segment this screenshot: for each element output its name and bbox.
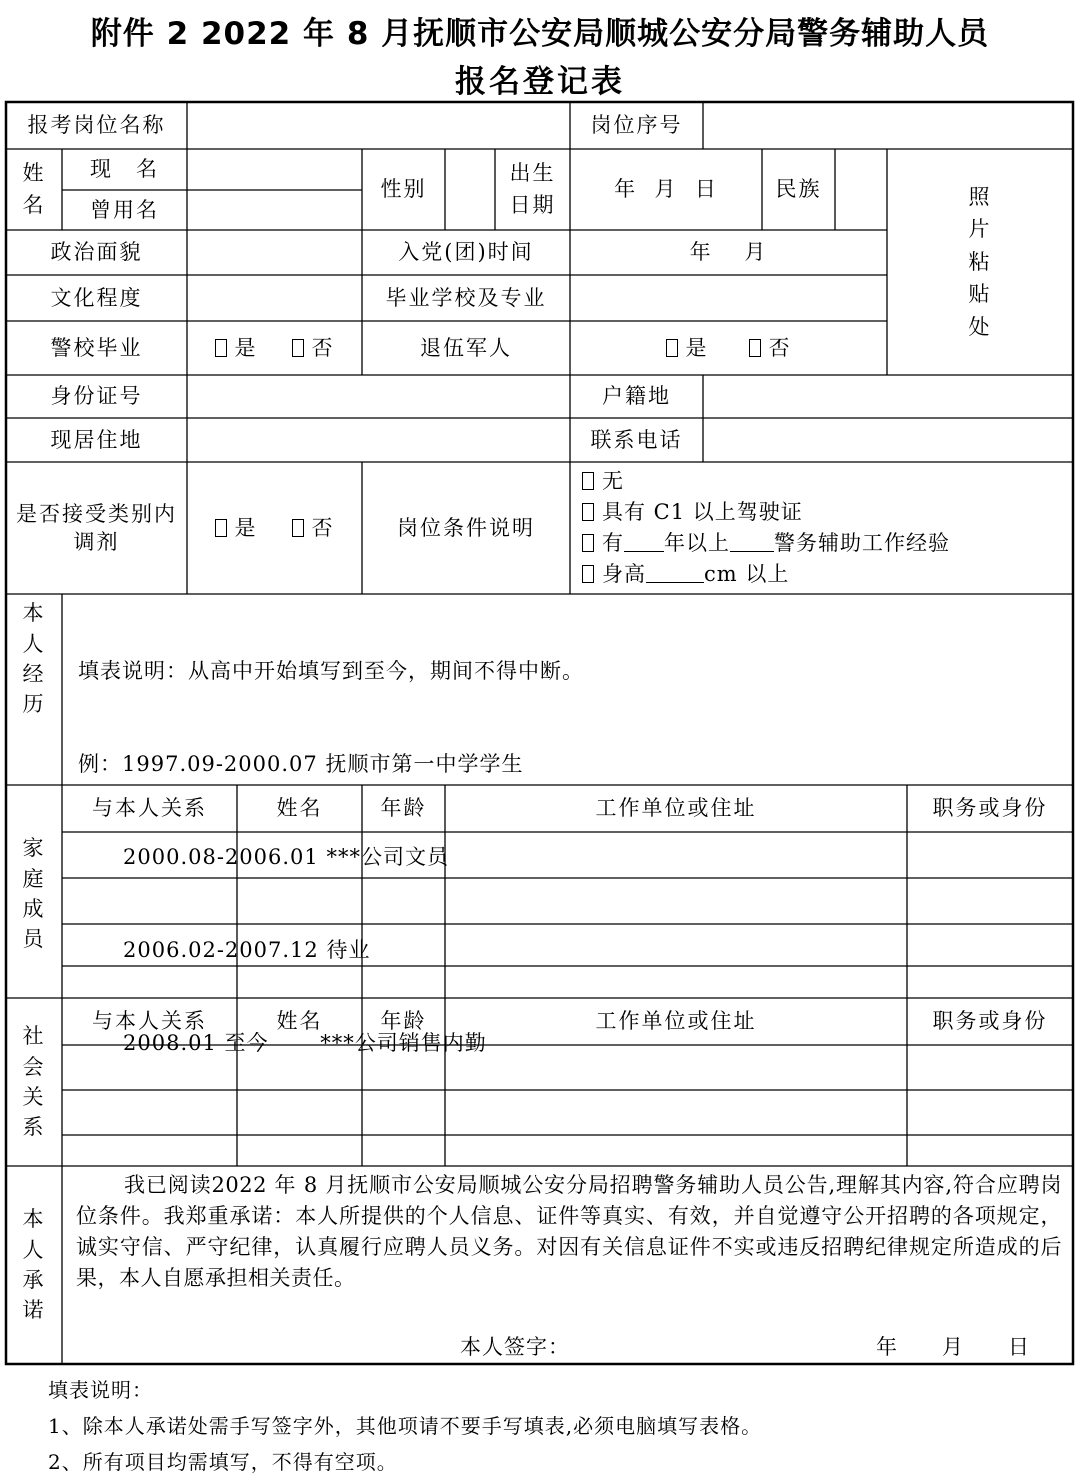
condition-license[interactable]: 具有 C1 以上驾驶证 bbox=[582, 497, 950, 528]
label-family: 家 庭 成 员 bbox=[22, 836, 46, 952]
label-id-no: 身份证号 bbox=[50, 384, 143, 409]
checkbox-icon bbox=[215, 519, 227, 537]
label-resume: 本 人 经 历 bbox=[22, 601, 46, 717]
field-id-no[interactable] bbox=[187, 375, 570, 418]
family-header-title: 职务或身份 bbox=[932, 796, 1048, 821]
label-conditions: 岗位条件说明 bbox=[397, 515, 535, 540]
field-school-major[interactable] bbox=[570, 275, 887, 321]
field-gender[interactable] bbox=[445, 149, 495, 230]
label-adjust: 是否接受类别内调剂 bbox=[16, 501, 177, 554]
label-political: 政治面貌 bbox=[50, 240, 143, 265]
blank-experience[interactable] bbox=[730, 531, 774, 552]
label-name: 姓 名 bbox=[22, 161, 46, 217]
label-school-major: 毕业学校及专业 bbox=[385, 285, 547, 310]
label-ethnicity: 民族 bbox=[775, 177, 822, 202]
field-political[interactable] bbox=[187, 230, 362, 275]
veteran-no[interactable]: 否 bbox=[749, 334, 792, 362]
resume-example-line: 例：1997.09-2000.07 抚顺市第一中学学生 bbox=[78, 752, 524, 776]
checkbox-icon bbox=[582, 534, 594, 552]
label-former-name: 曾用名 bbox=[90, 197, 159, 222]
notes-item: 1、除本人承诺处需手写签字外，其他项请不要手写填表,必须电脑填写表格。 bbox=[48, 1414, 763, 1438]
blank-height[interactable] bbox=[646, 562, 704, 583]
social-header-title: 职务或身份 bbox=[932, 1009, 1048, 1034]
resume-note: 填表说明：从高中开始填写到至今，期间不得中断。 bbox=[78, 659, 584, 683]
resume-example-line: 2006.02-2007.12 待业 bbox=[123, 938, 371, 962]
signature-label: 本人签字： bbox=[460, 1335, 570, 1359]
field-former-name[interactable] bbox=[187, 190, 362, 230]
label-social: 社 会 关 系 bbox=[22, 1024, 46, 1140]
form-notes bbox=[48, 1372, 762, 1480]
field-phone[interactable] bbox=[703, 418, 1073, 462]
adjust-yes[interactable]: 是 bbox=[215, 514, 258, 542]
social-header-name: 姓名 bbox=[276, 1009, 323, 1034]
checkbox-icon bbox=[292, 519, 304, 537]
adjust-no[interactable]: 否 bbox=[292, 514, 335, 542]
police-school-options bbox=[187, 321, 362, 375]
field-residence[interactable] bbox=[187, 418, 570, 462]
blank-years[interactable] bbox=[624, 531, 664, 552]
condition-height[interactable]: 身高 cm 以上 bbox=[582, 559, 950, 590]
form-title-line2: 报名登记表 bbox=[455, 64, 625, 100]
checkbox-icon bbox=[215, 339, 227, 357]
form-title-line1: 附件 2 2022 年 8 月抚顺市公安局顺城公安分局警务辅助人员 bbox=[90, 16, 990, 52]
social-header-relation: 与本人关系 bbox=[92, 1009, 207, 1034]
resume-example-line: 2008.01 至今 ***公司销售内勤 bbox=[123, 1031, 487, 1055]
field-party-date[interactable]: 年 月 bbox=[689, 240, 768, 265]
label-birth-date: 出生 日期 bbox=[509, 161, 556, 217]
adjust-options bbox=[187, 462, 362, 594]
label-party-time: 入党(团)时间 bbox=[398, 240, 534, 265]
checkbox-icon bbox=[582, 503, 594, 521]
signature-date[interactable]: 年 月 日 bbox=[876, 1335, 1030, 1359]
condition-none[interactable]: 无 bbox=[582, 466, 950, 497]
condition-experience[interactable]: 有 年以上 警务辅助工作经验 bbox=[582, 528, 950, 559]
field-birth-date[interactable]: 年 月 日 bbox=[614, 177, 718, 202]
police-school-no[interactable]: 否 bbox=[292, 334, 335, 362]
family-header-age: 年龄 bbox=[380, 796, 427, 821]
pledge-text: 我已阅读2022 年 8 月抚顺市公安局顺城公安分局招聘警务辅助人员公告,理解其内容,符合应聘岗位条件。我郑重承诺：本人所提供的个人信息、证件等真实、有效，并自觉遵守公开招聘的各项规定，诚实守信、严守纪律，认真履行应聘人员义务。对因有关信息证件不实或违反招聘纪律规定所造成的后果，本人自愿承担相关责任。 bbox=[76, 1173, 1062, 1290]
notes-item: 2、所有项目均需填写，不得有空项。 bbox=[48, 1450, 398, 1474]
checkbox-icon bbox=[749, 339, 761, 357]
photo-area[interactable]: 照 片 粘 贴 处 bbox=[968, 184, 992, 339]
label-position-name: 报考岗位名称 bbox=[27, 113, 166, 138]
label-residence: 现居住地 bbox=[50, 427, 143, 452]
label-gender: 性别 bbox=[380, 177, 427, 202]
field-position-no[interactable] bbox=[703, 102, 1073, 149]
conditions-list bbox=[582, 466, 950, 590]
police-school-yes[interactable]: 是 bbox=[215, 334, 258, 362]
label-pledge: 本 人 承 诺 bbox=[22, 1207, 46, 1323]
label-current-name: 现 名 bbox=[90, 157, 159, 182]
field-ethnicity[interactable] bbox=[835, 149, 887, 230]
field-current-name[interactable] bbox=[187, 149, 362, 190]
field-education[interactable] bbox=[187, 275, 362, 321]
resume-example-line: 2000.08-2006.01 ***公司文员 bbox=[123, 845, 449, 869]
notes-title: 填表说明： bbox=[48, 1378, 153, 1402]
social-header-work: 工作单位或住址 bbox=[595, 1009, 757, 1034]
field-household[interactable] bbox=[703, 375, 1073, 418]
family-header-relation: 与本人关系 bbox=[92, 796, 207, 821]
label-position-no: 岗位序号 bbox=[590, 113, 683, 138]
label-veteran: 退伍军人 bbox=[420, 335, 512, 360]
veteran-yes[interactable]: 是 bbox=[666, 334, 709, 362]
family-header-work: 工作单位或住址 bbox=[595, 796, 757, 821]
checkbox-icon bbox=[582, 565, 594, 583]
label-household: 户籍地 bbox=[602, 384, 671, 409]
checkbox-icon bbox=[666, 339, 678, 357]
label-education: 文化程度 bbox=[50, 285, 143, 310]
label-phone: 联系电话 bbox=[590, 427, 683, 452]
field-position-name[interactable] bbox=[187, 102, 570, 149]
label-police-school: 警校毕业 bbox=[50, 335, 143, 360]
social-header-age: 年龄 bbox=[380, 1009, 427, 1034]
checkbox-icon bbox=[292, 339, 304, 357]
veteran-options bbox=[570, 321, 887, 375]
family-header-name: 姓名 bbox=[276, 796, 323, 821]
checkbox-icon bbox=[582, 472, 594, 490]
